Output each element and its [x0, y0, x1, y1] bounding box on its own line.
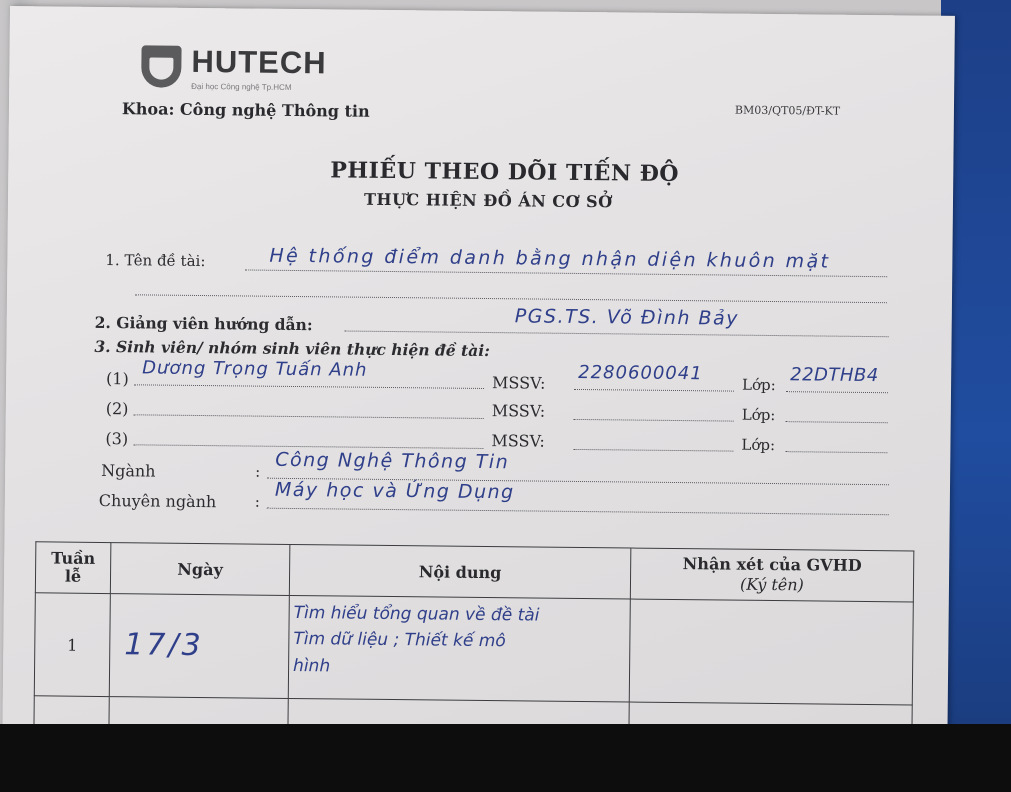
- student-1-mssv-dotline: [574, 388, 734, 392]
- student-2-class-dotline: [786, 420, 888, 423]
- row-review: [629, 599, 913, 705]
- student-3-mssv-dotline: [573, 448, 733, 452]
- empty-cell: [109, 697, 288, 724]
- header-review: [630, 548, 914, 602]
- student-2-dotline: [134, 413, 484, 419]
- table-row: [34, 593, 913, 705]
- student-2-class-label: Lớp:: [741, 405, 776, 425]
- advisor-label: 2. Giảng viên hướng dẫn:: [94, 312, 313, 335]
- row-week: 1: [34, 593, 110, 697]
- student-1-class: 22DTHB4: [790, 364, 879, 387]
- student-3-dotline: [133, 443, 483, 449]
- student-3-num: (3): [105, 429, 129, 449]
- student-3-mssv-label: MSSV:: [491, 431, 545, 451]
- black-bar: [0, 724, 1011, 792]
- logo-text: HUTECH: [191, 43, 327, 81]
- topic-label: 1. Tên đề tài:: [105, 251, 206, 271]
- form-code: BM03/QT05/ĐT-KT: [734, 103, 841, 118]
- row-content: [288, 595, 630, 702]
- student-3-class-dotline: [785, 450, 887, 453]
- major-colon: :: [255, 462, 261, 481]
- row-content-line2: Tìm dữ liệu ; Thiết kế mô: [293, 629, 506, 652]
- specialization-dotline: [267, 507, 889, 516]
- row-date: [109, 594, 289, 699]
- student-1-name: Dương Trọng Tuấn Anh: [142, 357, 368, 381]
- logo-subtitle: Đại học Công nghệ Tp.HCM: [191, 81, 292, 92]
- header-review-line1: Nhận xét của GVHD: [682, 554, 862, 575]
- student-1-dotline: [134, 383, 484, 389]
- empty-cell: [629, 702, 912, 724]
- major-value: Công Nghệ Thông Tin: [275, 448, 510, 474]
- header-week-line2: lễ: [64, 566, 82, 586]
- department-label: Khoa: Công nghệ Thông tin: [121, 99, 370, 121]
- student-2-mssv-dotline: [574, 418, 734, 422]
- student-3-class-label: Lớp:: [741, 435, 776, 455]
- empty-cell: [288, 698, 629, 724]
- table-header-row: [35, 542, 913, 602]
- row-date-value: 17/3: [124, 626, 204, 663]
- progress-table: [33, 541, 914, 724]
- student-1-mssv: 2280600041: [578, 361, 703, 385]
- header-date: Ngày: [110, 543, 290, 596]
- row-content-line3: hình: [293, 655, 331, 677]
- specialization-value: Máy học và Ứng Dụng: [274, 478, 515, 504]
- paper-sheet: [2, 6, 955, 724]
- empty-cell: [34, 696, 109, 724]
- specialization-colon: :: [254, 492, 260, 511]
- student-1-class-dotline: [786, 390, 888, 393]
- header-content: Nội dung: [289, 544, 631, 599]
- student-2-mssv-label: MSSV:: [491, 401, 546, 421]
- specialization-label: Chuyên ngành: [98, 490, 217, 512]
- header-review-line2: (Ký tên): [740, 574, 804, 595]
- form-title: PHIẾU THEO DÕI TIẾN ĐỘ: [330, 157, 680, 188]
- form-subtitle: THỰC HIỆN ĐỒ ÁN CƠ SỞ: [363, 189, 613, 212]
- shield-icon: [141, 45, 181, 87]
- advisor-dotline: [345, 330, 889, 338]
- student-1-mssv-label: MSSV:: [491, 373, 546, 393]
- header-week: [35, 542, 111, 594]
- student-1-class-label: Lớp:: [741, 375, 776, 395]
- header-week-line1: Tuần: [51, 548, 96, 569]
- topic-dotline-2: [135, 293, 887, 303]
- advisor-value: PGS.TS. Võ Đình Bảy: [514, 305, 740, 330]
- students-label: 3. Sinh viên/ nhóm sinh viên thực hiện đề tài:: [94, 336, 490, 361]
- row-content-line1: Tìm hiểu tổng quan về đề tài: [293, 603, 540, 626]
- student-1-num: (1): [106, 369, 129, 389]
- topic-value: Hệ thống điểm danh bằng nhận diện khuôn mặt: [269, 244, 831, 273]
- major-label: Ngành: [101, 460, 156, 481]
- student-2-num: (2): [105, 399, 129, 419]
